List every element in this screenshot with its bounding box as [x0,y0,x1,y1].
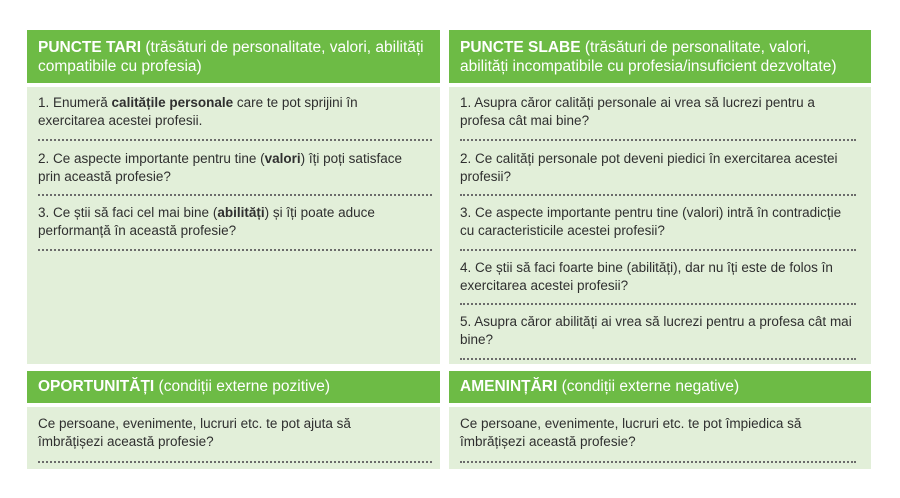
weaknesses-body [449,87,871,364]
opportunities-panel [27,371,440,469]
answer-line[interactable] [460,249,856,251]
strengths-title: PUNCTE TARI [38,39,142,56]
weaknesses-question-1: 1. Asupra căror calități personale ai vrea să lucrezi pentru a profesa cât mai bine? [460,95,815,128]
strengths-question-2: 2. Ce aspecte importante pentru tine (valori) îți poți satisface prin această profesie? [38,151,402,184]
strengths-body [27,87,440,364]
highlight-abilities: abilități [217,205,265,220]
threats-body [449,407,871,469]
weaknesses-question-5: 5. Asupra căror abilități ai vrea să lucrezi pentru a profesa cât mai bine? [460,314,852,347]
strengths-question-3: 3. Ce știi să faci cel mai bine (abilități) și îți poate aduce performanță în această profesie? [38,205,375,238]
answer-line[interactable] [38,139,432,141]
weaknesses-question-3: 3. Ce aspecte importante pentru tine (valori) intră în contradicție cu caracteristicile acestei profesii? [460,205,842,238]
strengths-question-1: 1. Enumeră calitățile personale care te pot sprijini în exercitarea acestei profesii. [38,95,358,128]
answer-line[interactable] [460,194,856,196]
weaknesses-panel [449,30,871,364]
weaknesses-title: PUNCTE SLABE [460,39,581,56]
weaknesses-question-4: 4. Ce știi să faci foarte bine (abilități), dar nu îți este de folos în exercitarea acestei profesii? [460,260,833,293]
answer-line[interactable] [460,461,856,463]
answer-line[interactable] [460,358,856,360]
threats-subtitle: (condiții externe negative) [557,378,740,395]
opportunities-question: Ce persoane, evenimente, lucruri etc. te pot ajuta să îmbrățișezi această profesie? [38,416,351,449]
threats-panel [449,371,871,469]
opportunities-title: OPORTUNITĂȚI [38,378,155,395]
answer-line[interactable] [460,139,856,141]
threats-question: Ce persoane, evenimente, lucruri etc. te pot împiedica să îmbrățișezi această profesie? [460,416,802,449]
highlight-values: valori [264,151,301,166]
weaknesses-question-2: 2. Ce calități personale pot deveni piedici în exercitarea acestei profesii? [460,151,838,184]
threats-title: AMENINȚĂRI [460,378,558,395]
answer-line[interactable] [38,461,432,463]
highlight-personal-qualities: calitățile personale [111,95,234,110]
answer-line[interactable] [38,249,432,251]
strengths-header [27,30,440,83]
strengths-subtitle: (trăsături de personalitate, valori, abilități compatibile cu profesia) [38,39,424,75]
threats-header [449,371,871,403]
answer-line[interactable] [460,303,856,305]
answer-line[interactable] [38,194,432,196]
strengths-panel [27,30,440,364]
opportunities-body [27,407,440,469]
weaknesses-header [449,30,871,83]
opportunities-subtitle: (condiții externe pozitive) [154,378,330,395]
weaknesses-subtitle: (trăsături de personalitate, valori, abilități incompatibile cu profesia/insuficient dezvoltate) [460,39,837,75]
opportunities-header [27,371,440,403]
